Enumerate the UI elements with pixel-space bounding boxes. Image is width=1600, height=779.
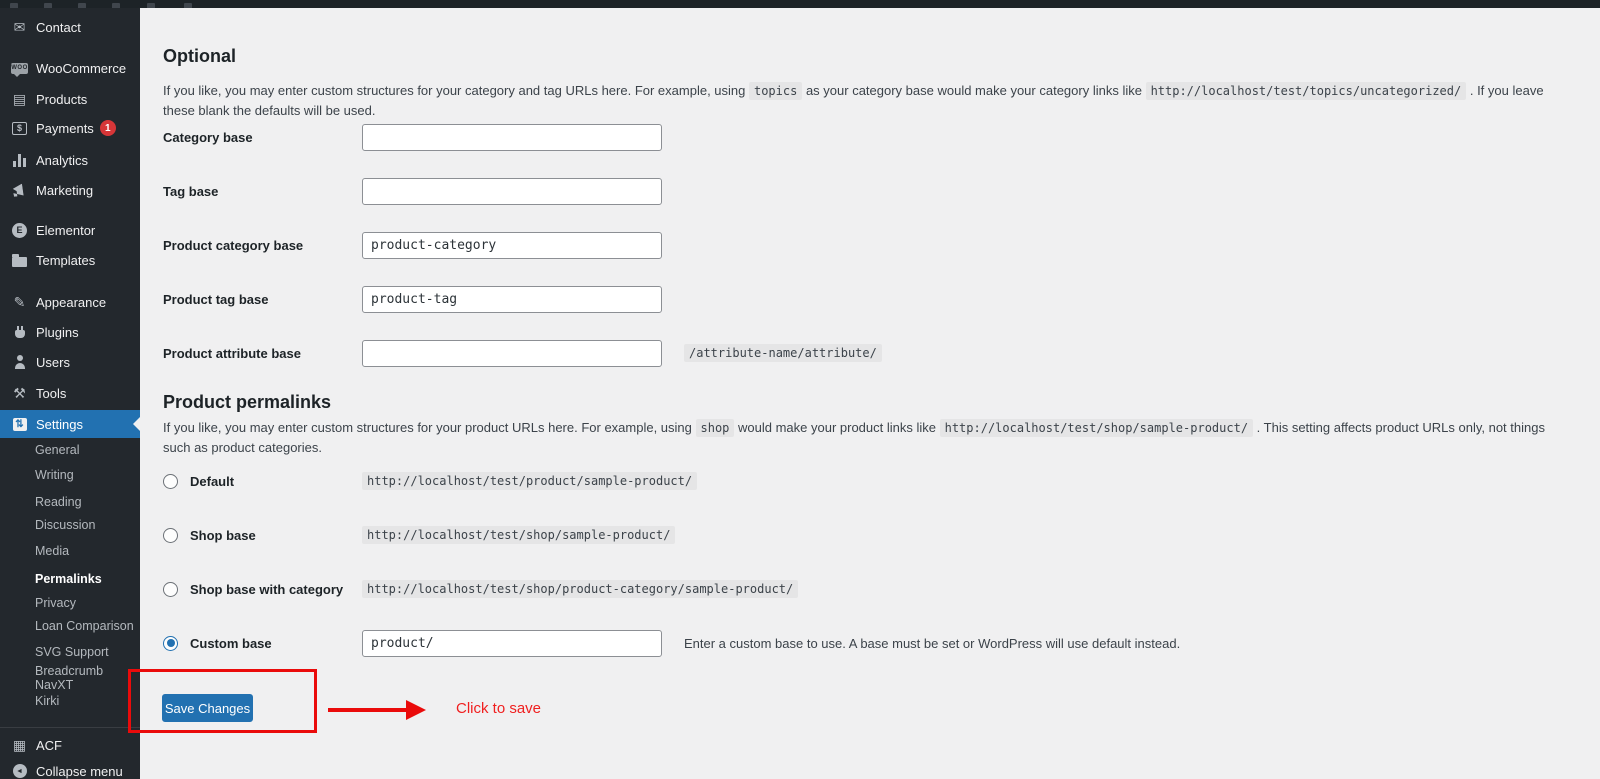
product-tag-base-input[interactable] [362, 286, 662, 313]
sidebar-item-label: Analytics [36, 152, 89, 168]
tag-base-input[interactable] [362, 178, 662, 205]
option-label: Default [190, 473, 235, 489]
category-base-input[interactable] [362, 124, 662, 151]
sidebar-item-collapse-menu[interactable] [0, 756, 140, 779]
example-url-code: http://localhost/test/shop/sample-product/ [362, 526, 675, 544]
product-permalinks-description: If you like, you may enter custom structures for your product URLs here. For example, using shop would make your product links like http://localhost/test/shop/sample-product/ . This setting affects product URLs only, not things such as product categories. [163, 420, 1545, 455]
submenu-item-discussion[interactable]: Discussion [35, 518, 96, 532]
option-row-custom-base [163, 616, 1600, 670]
sidebar-item-label: Products [36, 91, 88, 107]
sidebar-item-label: Users [36, 354, 70, 370]
sidebar-item-tools[interactable] [0, 378, 140, 408]
sidebar-item-contact[interactable] [0, 12, 140, 42]
option-cell [163, 474, 362, 489]
custom-base-input[interactable] [362, 630, 662, 657]
megaphone-icon [10, 182, 29, 198]
custom-base-helper-text: Enter a custom base to use. A base must be set or WordPress will use default instead. [684, 635, 1181, 651]
plugin-icon [10, 324, 29, 340]
brush-icon: ✎ [13, 294, 26, 310]
folder-icon [10, 252, 29, 268]
field-row-tag-base [163, 164, 1600, 218]
sidebar-item-label: Collapse menu [36, 763, 123, 779]
field-label: Product tag base [163, 291, 269, 307]
sidebar-item-label: Marketing [36, 182, 94, 198]
admin-bar-partial-icon [10, 3, 18, 8]
field-row-product-tag-base [163, 272, 1600, 326]
admin-bar-partial-icon [44, 3, 52, 8]
save-changes-button[interactable]: Save Changes [162, 694, 253, 722]
sidebar-item-plugins[interactable] [0, 317, 140, 347]
inline-code-chip: http://localhost/test/shop/sample-product/ [940, 419, 1253, 437]
main-content [140, 8, 1600, 779]
admin-bar-partial-icon [184, 3, 192, 8]
sidebar-item-label: Contact [36, 19, 81, 35]
payments-count-badge: 1 [100, 120, 116, 136]
products-box-icon: ▤ [12, 91, 27, 107]
sidebar-item-label: Settings [36, 416, 83, 432]
sidebar-item-woocommerce[interactable] [0, 53, 140, 83]
sidebar-item-label: Elementor [36, 222, 96, 238]
submenu-item-kirki[interactable]: Kirki [35, 694, 60, 708]
option-cell [163, 582, 362, 597]
option-row-shop-base [163, 508, 1600, 562]
admin-sidebar [0, 8, 140, 779]
custom-base-radio[interactable] [163, 636, 178, 651]
field-label: Category base [163, 129, 253, 145]
admin-bar-partial-icon [147, 3, 155, 8]
envelope-icon: ✉ [13, 19, 26, 35]
sidebar-item-label: Tools [36, 385, 67, 401]
settings-sliders-icon: ⇅ [10, 416, 29, 432]
annotation-arrow [328, 708, 408, 712]
acf-grid-icon: ▦ [12, 737, 27, 753]
bar-chart-icon [10, 152, 29, 168]
admin-bar [0, 0, 1600, 8]
field-label: Tag base [163, 183, 219, 199]
optional-section-title: Optional [163, 46, 236, 66]
sidebar-item-marketing[interactable] [0, 175, 140, 205]
inline-code-chip: shop [696, 419, 735, 437]
sidebar-item-settings[interactable] [0, 410, 140, 438]
sidebar-item-users[interactable] [0, 347, 140, 377]
submenu-item-reading[interactable]: Reading [35, 495, 82, 509]
submenu-item-general[interactable]: General [35, 443, 80, 457]
sidebar-item-templates[interactable] [0, 245, 140, 275]
field-row-product-attribute-base [163, 326, 1600, 380]
submenu-item-svg-support[interactable]: SVG Support [35, 645, 109, 659]
shop-base-radio[interactable] [163, 528, 178, 543]
sidebar-item-products[interactable] [0, 84, 140, 114]
option-label: Shop base with category [190, 581, 344, 597]
woocommerce-bubble-icon: WOO [10, 60, 29, 76]
annotation-text: Click to save [456, 700, 542, 717]
sidebar-item-label: WooCommerce [36, 60, 127, 76]
sidebar-item-label: Appearance [36, 294, 107, 310]
default-radio[interactable] [163, 474, 178, 489]
inline-code-chip: http://localhost/test/topics/uncategorized/ [1146, 82, 1467, 100]
field-row-category-base [163, 110, 1600, 164]
admin-bar-partial-icon [78, 3, 86, 8]
annotation-arrow-head [406, 700, 426, 720]
submenu-item-permalinks[interactable]: Permalinks [35, 572, 102, 586]
sidebar-item-label: Plugins [36, 324, 79, 340]
option-cell [163, 636, 362, 651]
inline-code-chip: topics [749, 82, 802, 100]
field-label: Product attribute base [163, 345, 301, 361]
elementor-icon: E [10, 222, 29, 238]
field-label: Product category base [163, 237, 304, 253]
submenu-item-loan-comparison[interactable]: Loan Comparison [35, 619, 134, 633]
sidebar-item-label: Templates [36, 252, 96, 268]
collapse-arrow-icon: ◄ [10, 763, 29, 779]
product-permalinks-title: Product permalinks [163, 392, 332, 412]
product-permalink-options [163, 454, 1600, 670]
submenu-item-media[interactable]: Media [35, 544, 70, 558]
sidebar-item-appearance[interactable] [0, 287, 140, 317]
field-row-product-category-base [163, 218, 1600, 272]
submenu-item-privacy[interactable]: Privacy [35, 596, 76, 610]
submenu-item-breadcrumb-navxt[interactable]: Breadcrumb NavXT [35, 664, 104, 692]
user-icon [10, 354, 29, 370]
option-row-default [163, 454, 1600, 508]
product-attribute-base-input[interactable] [362, 340, 662, 367]
product-category-base-input[interactable] [362, 232, 662, 259]
example-url-code: http://localhost/test/shop/product-category/sample-product/ [362, 580, 798, 598]
option-cell [163, 528, 362, 543]
payments-card-icon: $ [10, 120, 29, 136]
optional-description: If you like, you may enter custom structures for your category and tag URLs here. For example, using topics as your category base would make your category links like http://localhost/test/topics/uncategorized/ . If you leave these blank the defaults will be used. [163, 83, 1544, 118]
sidebar-item-label: Payments [36, 120, 94, 136]
submenu-item-writing[interactable]: Writing [35, 468, 74, 482]
attribute-base-suffix-code: /attribute-name/attribute/ [684, 344, 882, 362]
permalink-fields [163, 110, 1600, 380]
example-url-code: http://localhost/test/product/sample-product/ [362, 472, 697, 490]
sidebar-item-analytics[interactable] [0, 145, 140, 175]
option-label: Custom base [190, 635, 272, 651]
annotation-highlight-box [128, 669, 317, 733]
sidebar-item-label: ACF [36, 737, 62, 753]
admin-bar-partial-icon [112, 3, 120, 8]
sidebar-item-elementor[interactable] [0, 215, 140, 245]
tools-icon: ⚒ [13, 385, 26, 401]
sidebar-item-payments[interactable] [0, 113, 140, 143]
option-label: Shop base [190, 527, 256, 543]
shop-base-with-category-radio[interactable] [163, 582, 178, 597]
option-row-shop-base-with-category [163, 562, 1600, 616]
sidebar-divider [0, 727, 140, 728]
active-menu-arrow [133, 417, 140, 431]
